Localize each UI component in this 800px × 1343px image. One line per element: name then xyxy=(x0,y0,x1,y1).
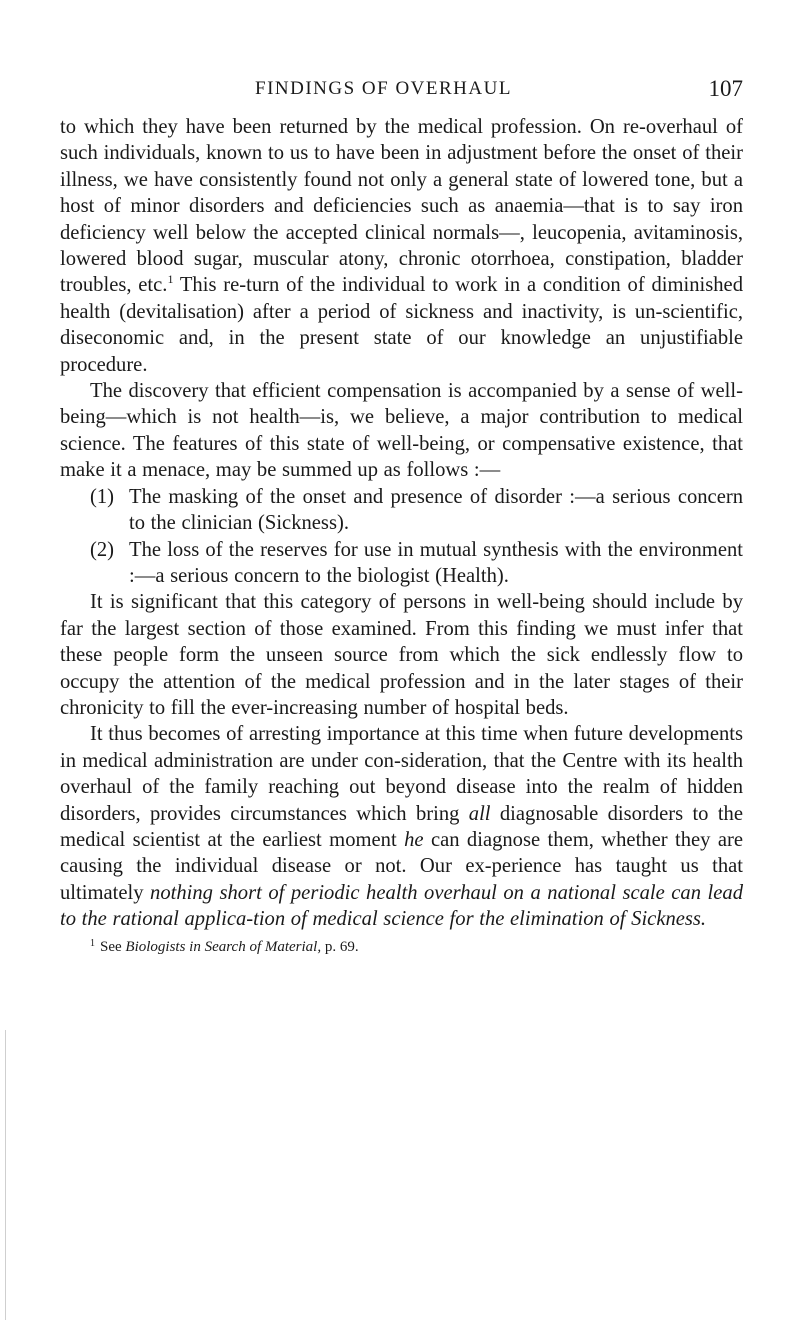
emphasis-he: he xyxy=(404,828,424,851)
paragraph-3: It is significant that this category of persons in well-being should include by far the largest section of those examined. From this finding we must infer that these people form the unseen source from which the sick endlessly flow to occupy the attention of the medical profession and in the later stages of their chronicity to fill the ever-increasing number of hospital beds. xyxy=(60,591,743,719)
footnote-cited-title: Biologists in Search of Material, xyxy=(125,938,322,955)
footnote-suffix: p. 69. xyxy=(321,938,359,955)
paragraph-1-text-after: This re-turn of the individual to work in a condition of diminished health (devitalisation) after a period of sickness and inactivity, is un-scientific, diseconomic and, in the present state of our knowledge an unjustifiable procedure. xyxy=(60,274,743,376)
list-item xyxy=(60,484,743,537)
paragraph-continued xyxy=(60,114,743,378)
paragraph-4-part-3: can diagnose them, whether they are causing the individual disease or not. Our ex-perience has taught us that ultimately xyxy=(60,828,743,904)
emphasis-all: all xyxy=(468,802,491,825)
list-item-number: (2) xyxy=(90,538,115,561)
footnote-prefix: See xyxy=(100,938,126,955)
page-edge-line xyxy=(5,1030,6,1320)
paragraph-1-text: to which they have been returned by the medical profession. On re-overhaul of such individuals, known to us to have been in adjustment before the onset of their illness, we have consistently found not only a general state of lowered tone, but a host of minor disorders and deficiencies such as anaemia—that is to say iron deficiency well below the accepted clinical normals—, leucopenia, avitaminosis, lowered blood sugar, muscular atony, chronic otorrhoea, constipation, bladder troubles, etc. xyxy=(60,116,743,297)
running-head xyxy=(60,70,743,110)
paragraph-4-part-1: It thus becomes of arresting importance at this time when future developments in medical administration are under con-sideration, that the Centre with its health overhaul of the family reaching out beyond disease into the realm of hidden disorders, provides circumstances which bring xyxy=(60,723,743,825)
list-item-text: The masking of the onset and presence of disorder :—a serious concern to the clinician (Sickness). xyxy=(129,485,743,535)
list-item-text: The loss of the reserves for use in mutual synthesis with the environment :—a serious concern to the biologist (Health). xyxy=(129,538,743,587)
paragraph-4 xyxy=(60,721,743,932)
numbered-list xyxy=(60,484,743,590)
paragraph-2: The discovery that efficient compensation is accompanied by a sense of well-being—which is not health—is, we believe, a major contribution to medical science. The features of this state of well-being, or compensative existence, that make it a menace, may be summed up as follows :— xyxy=(60,380,743,482)
footnote-mark: 1 xyxy=(90,937,95,949)
footnote xyxy=(60,937,743,957)
list-item-number: (1) xyxy=(90,485,115,508)
body-text xyxy=(60,114,743,933)
running-title: FINDINGS OF OVERHAUL xyxy=(255,78,512,99)
list-item xyxy=(60,537,743,590)
paragraph-4-part-2: diagnosable disorders to the medical scientist at the earliest moment xyxy=(60,802,743,851)
book-page xyxy=(60,70,743,957)
emphasis-conclusion: nothing short of periodic health overhaul on a national scale can lead to the rational applica-tion of medical science for the elimination of Sickness. xyxy=(60,881,744,931)
page-number: 107 xyxy=(708,76,743,101)
footnote-reference: 1 xyxy=(167,272,174,287)
